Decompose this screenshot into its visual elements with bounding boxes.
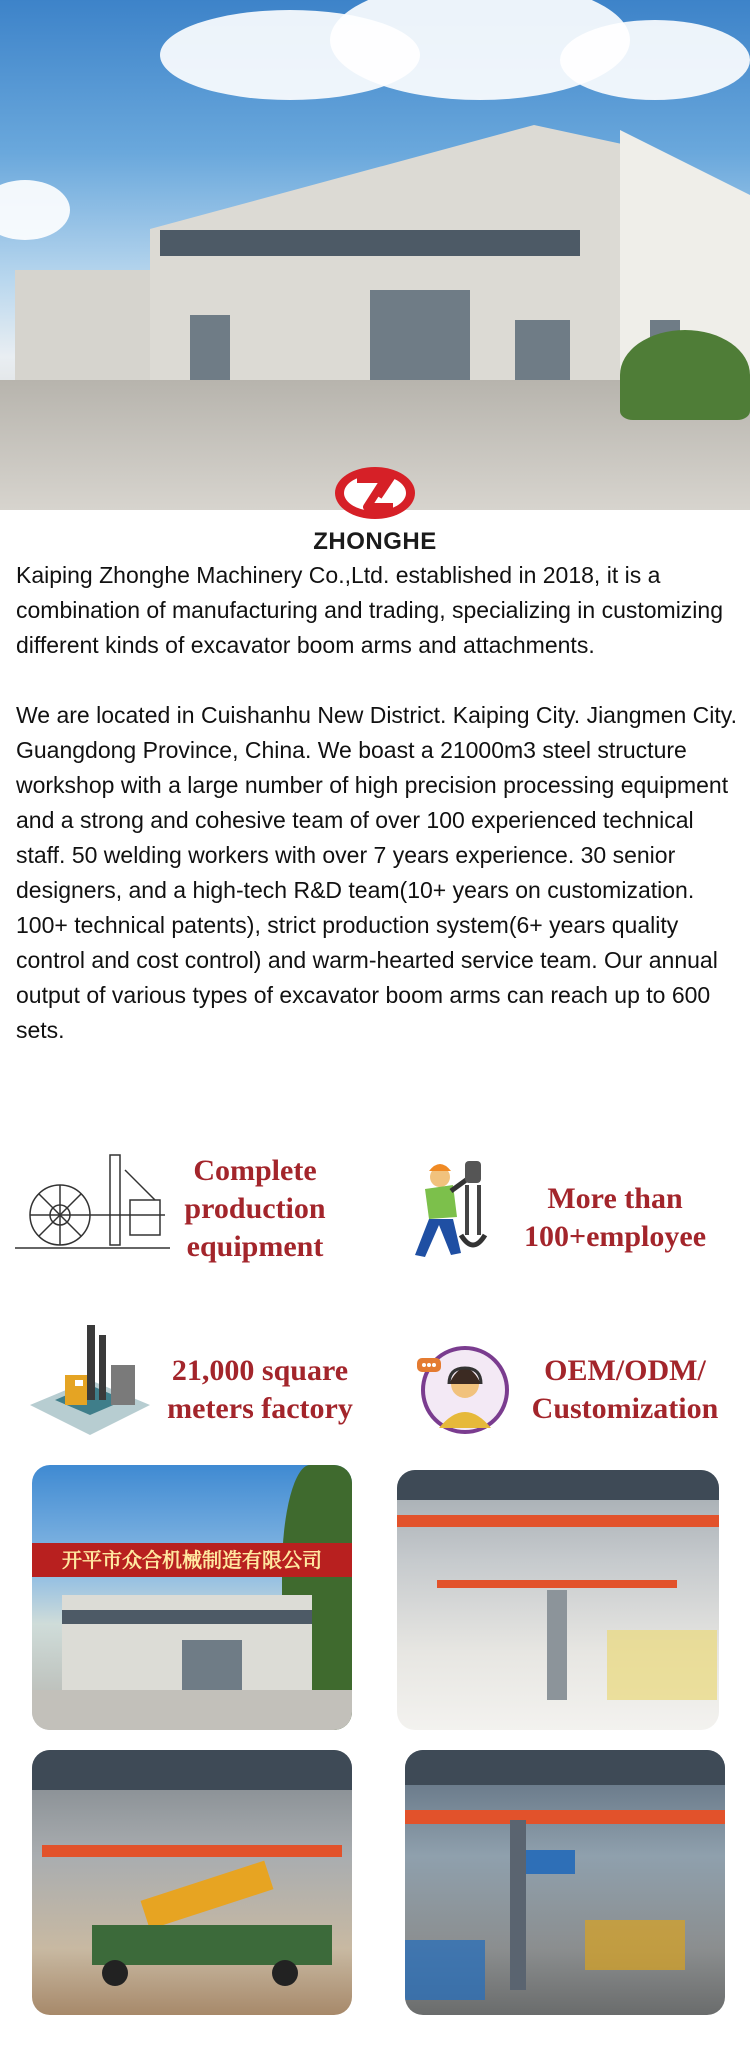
- feature-line: Customization: [531, 1392, 719, 1425]
- feature-line: 21,000 square: [171, 1354, 349, 1387]
- description-paragraph-2: We are located in Cuishanhu New District. Kaiping City. Jiangmen City. Guangdong Province, China. We boast a 21000m3 steel structure workshop with a large number of high precision processing equipment and a strong and cohesive team of over 100 experienced technical staff. 50 welding workers with over 7 years experience. 30 senior designers, and a high-tech R&D team(10+ years on customization. 100+ technical patents), strict production system(6+ years quality control and cost control) and warm-hearted service team. Our annual output of various types of excavator boom arms can reach up to 600 sets.: [16, 702, 737, 1043]
- hero-factory-photo: [0, 0, 750, 510]
- gate-banner-text: 开平市众合机械制造有限公司: [32, 1543, 352, 1577]
- workshop-interior-photo-1: [397, 1470, 719, 1730]
- feature-employee-count: [505, 1180, 725, 1256]
- feature-line: OEM/ODM/: [544, 1354, 706, 1387]
- factory-gate-photo: [32, 1465, 352, 1730]
- feature-production-equipment: [170, 1152, 340, 1266]
- description-paragraph-1: Kaiping Zhonghe Machinery Co.,Ltd. established in 2018, it is a combination of manufacturing and trading, specializing in customizing different kinds of excavator boom arms and attachments.: [16, 562, 724, 658]
- brand-logo: [300, 465, 450, 560]
- feature-line: 100+employee: [523, 1220, 707, 1253]
- feature-line: More than: [547, 1182, 683, 1215]
- workshop-interior-photo-3: [405, 1750, 725, 2015]
- worker-icon: [395, 1155, 495, 1265]
- feature-line: production: [184, 1192, 326, 1225]
- factory-icon: [25, 1320, 155, 1445]
- feature-line: meters factory: [167, 1392, 353, 1425]
- feature-line: equipment: [186, 1230, 324, 1263]
- feature-factory-area: [155, 1352, 365, 1428]
- company-description: [16, 558, 738, 1083]
- brand-name: ZHONGHE: [313, 528, 437, 555]
- zhonghe-logo-icon: [333, 465, 417, 521]
- customer-service-icon: [415, 1340, 510, 1435]
- feature-oem-odm: [515, 1352, 735, 1428]
- feature-line: Complete: [193, 1154, 317, 1187]
- workshop-interior-photo-2: [32, 1750, 352, 2015]
- machinery-drawing-icon: [15, 1150, 170, 1260]
